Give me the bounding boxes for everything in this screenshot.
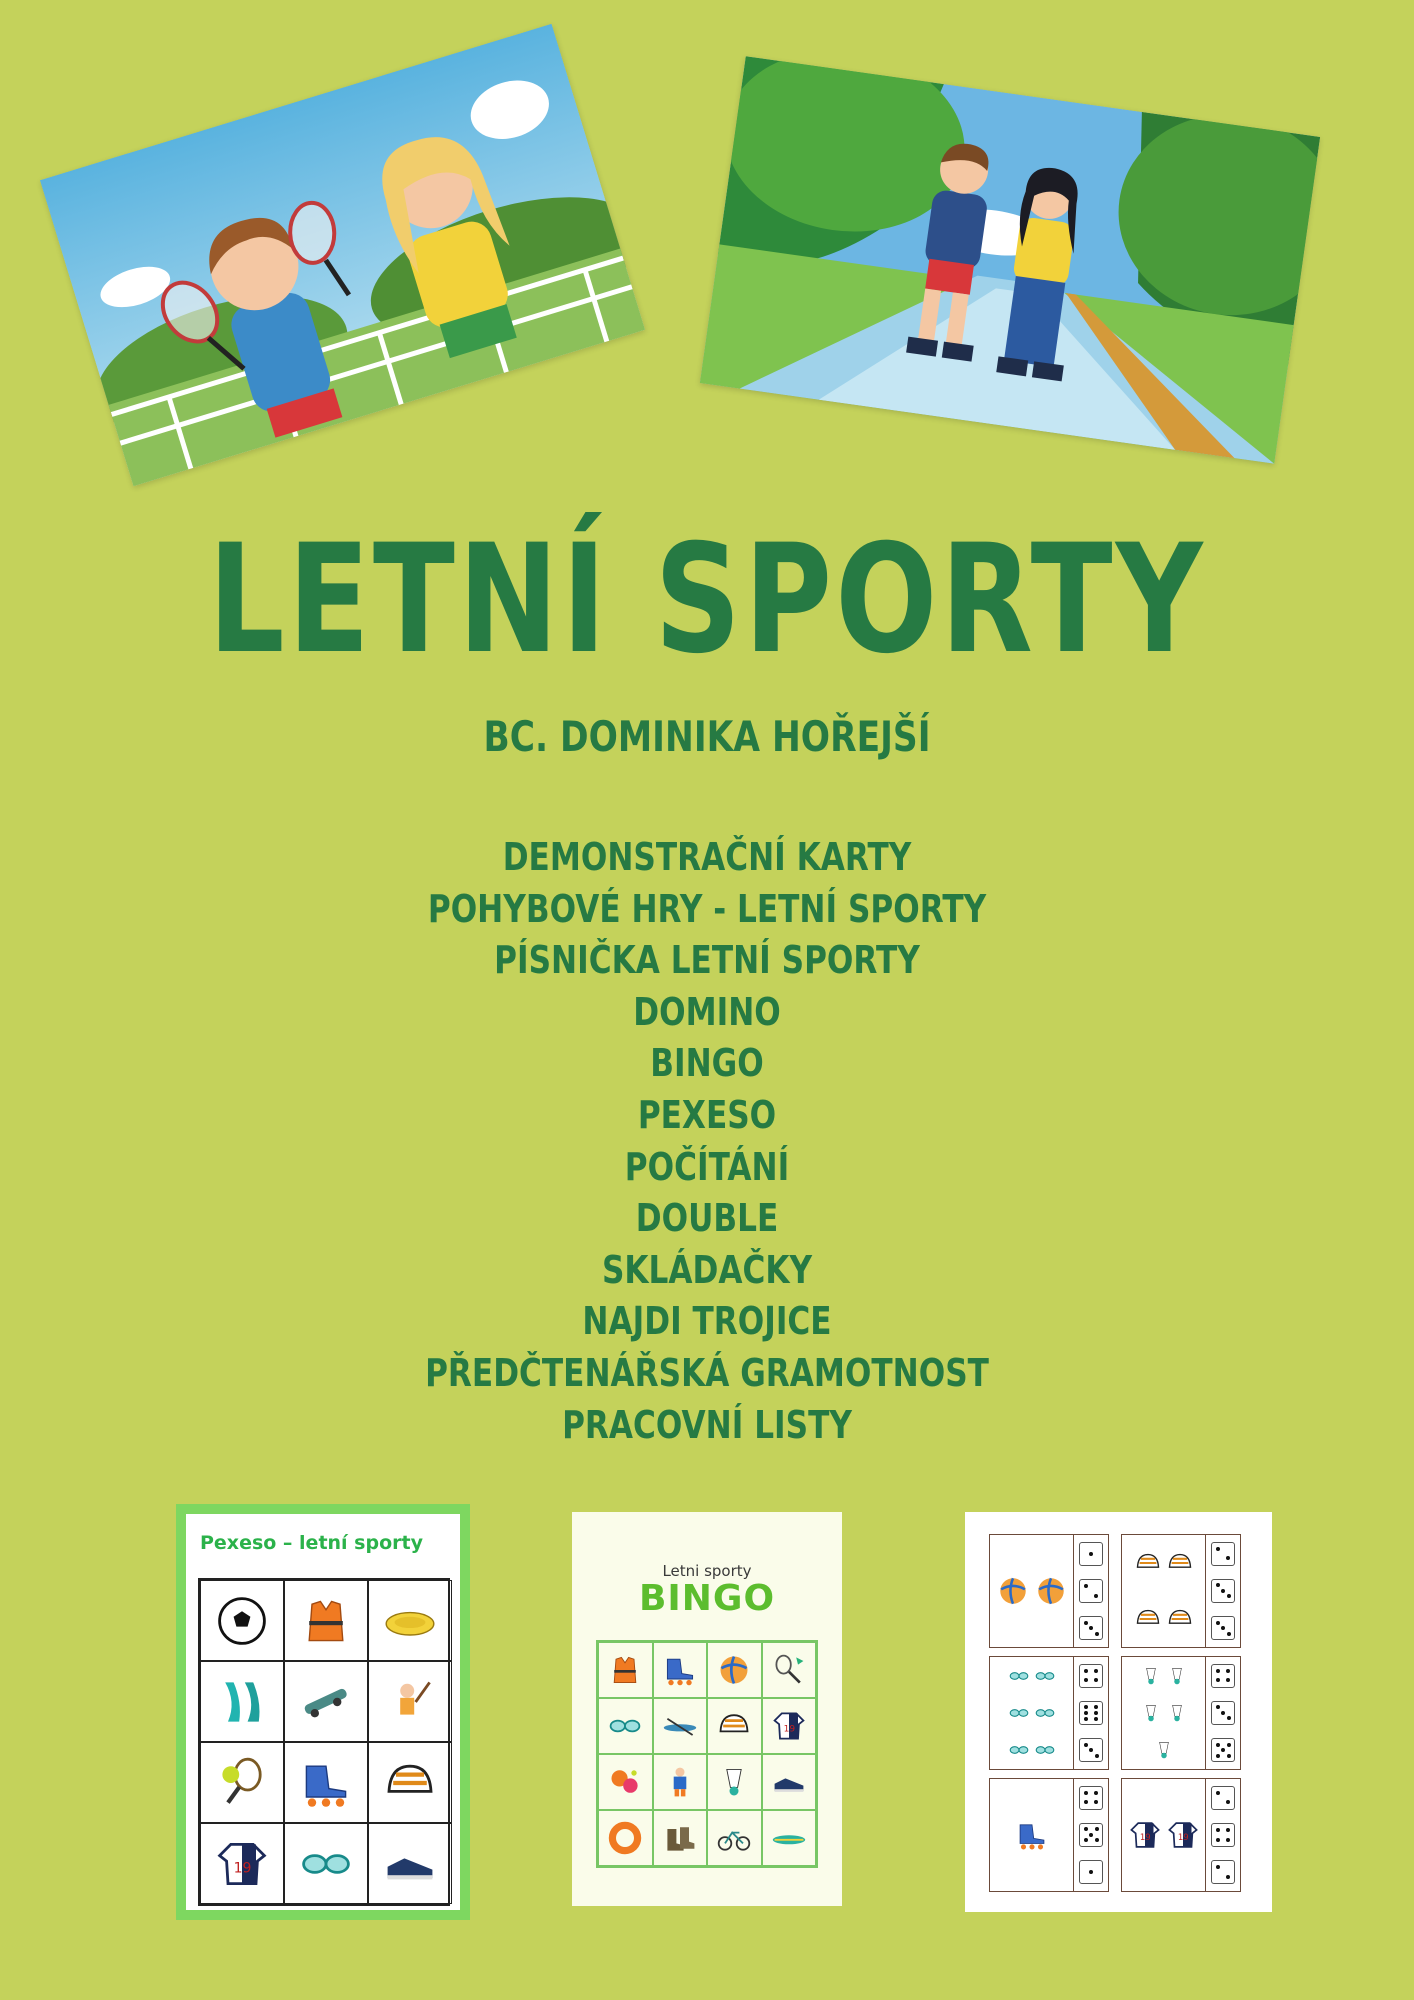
- jersey-icon: [1128, 1818, 1162, 1852]
- pexeso-grid: [198, 1578, 450, 1906]
- bingo-cell: [762, 1642, 817, 1698]
- swim-goggles-icon: [1034, 1702, 1056, 1724]
- bingo-cell: [707, 1642, 762, 1698]
- bicycle-icon: [716, 1820, 752, 1856]
- contents-item: NAJDI TROJICE: [582, 1299, 832, 1344]
- swim-goggles-icon: [1008, 1702, 1030, 1724]
- swim-ring-icon: [607, 1820, 643, 1856]
- pexeso-card: [368, 1580, 452, 1661]
- die-icon: [1211, 1542, 1235, 1566]
- contents-item: PŘEDČTENÁŘSKÁ GRAMOTNOST: [425, 1350, 989, 1395]
- bike-helmet-icon: [1166, 1605, 1194, 1633]
- contents-item: SKLÁDAČKY: [601, 1247, 813, 1292]
- contents-item: POHYBOVÉ HRY - LETNÍ SPORTY: [427, 886, 987, 931]
- bike-helmet-icon: [382, 1755, 438, 1811]
- surfboard-icon: [771, 1820, 807, 1856]
- svg-text:19: 19: [233, 1859, 252, 1876]
- die-icon: [1211, 1786, 1235, 1810]
- bingo-cell: [707, 1754, 762, 1810]
- die-icon: [1079, 1823, 1103, 1847]
- counting-preview: [965, 1512, 1272, 1912]
- counting-picture: [990, 1657, 1074, 1769]
- shuttlecock-icon: [1166, 1665, 1188, 1687]
- bingo-cell: [653, 1754, 708, 1810]
- die-icon: [1211, 1738, 1235, 1762]
- bingo-grid: [596, 1640, 818, 1868]
- contents-item: DEMONSTRAČNÍ KARTY: [502, 835, 912, 879]
- jersey-icon: [771, 1708, 807, 1744]
- pexeso-card: [284, 1823, 368, 1904]
- badminton-icon: [771, 1652, 807, 1688]
- swim-goggles-icon: [1008, 1739, 1030, 1761]
- die-icon: [1079, 1664, 1103, 1688]
- bike-helmet-icon: [1134, 1549, 1162, 1577]
- die-icon: [1211, 1616, 1235, 1640]
- jersey-icon: [214, 1836, 270, 1892]
- contents-item: BINGO: [650, 1041, 764, 1086]
- bingo-cell: [598, 1698, 653, 1754]
- svg-text:19: 19: [1139, 1833, 1151, 1844]
- shuttlecock-icon: [716, 1764, 752, 1800]
- bingo-cell: [707, 1810, 762, 1866]
- pexeso-card: [284, 1661, 368, 1742]
- shuttlecock-icon: [1166, 1702, 1188, 1724]
- bingo-cell: [762, 1810, 817, 1866]
- die-icon: [1079, 1786, 1103, 1810]
- life-vest-icon: [298, 1593, 354, 1649]
- pexeso-card: [200, 1742, 284, 1823]
- contents-item: DOUBLE: [635, 1196, 779, 1241]
- bingo-cell: [653, 1642, 708, 1698]
- swim-goggles-icon: [1008, 1665, 1030, 1687]
- inline-skating-illustration: [700, 56, 1320, 464]
- volleyball-icon: [1034, 1574, 1068, 1608]
- author-name: BC. DOMINIKA HOŘEJŠÍ: [483, 712, 931, 761]
- pexeso-card: [368, 1742, 452, 1823]
- pexeso-preview-title: Pexeso – letní sporty: [200, 1532, 423, 1554]
- counting-card: [989, 1778, 1109, 1892]
- bingo-cell: [598, 1754, 653, 1810]
- pexeso-preview: [176, 1504, 470, 1920]
- contents-list: [0, 832, 1414, 1451]
- pexeso-card: [200, 1823, 284, 1904]
- pexeso-card: [200, 1661, 284, 1742]
- contents-item: DOMINO: [633, 989, 781, 1034]
- inline-skates-icon: [662, 1652, 698, 1688]
- swim-fins-icon: [214, 1674, 270, 1730]
- pexeso-card: [368, 1823, 452, 1904]
- die-icon: [1079, 1542, 1103, 1566]
- bingo-cell: [653, 1698, 708, 1754]
- bingo-cell: [762, 1754, 817, 1810]
- contents-item: PÍSNIČKA LETNÍ SPORTY: [494, 938, 920, 983]
- player-icon: [662, 1764, 698, 1800]
- die-icon: [1079, 1616, 1103, 1640]
- skateboard-icon: [298, 1674, 354, 1730]
- bingo-cell: [762, 1698, 817, 1754]
- swim-goggles-icon: [607, 1708, 643, 1744]
- bingo-cell: [598, 1810, 653, 1866]
- shuttlecock-icon: [1153, 1739, 1175, 1761]
- page-title: LETNÍ SPORTY: [208, 513, 1206, 687]
- soccer-ball-icon: [214, 1593, 270, 1649]
- pexeso-card: [284, 1742, 368, 1823]
- die-icon: [1211, 1860, 1235, 1884]
- die-icon: [1079, 1860, 1103, 1884]
- bingo-cell: [707, 1698, 762, 1754]
- hiking-boots-icon: [662, 1820, 698, 1856]
- kayak-icon: [662, 1708, 698, 1744]
- counting-card: [1121, 1534, 1241, 1648]
- badminton-illustration: [40, 24, 645, 486]
- swim-goggles-icon: [1034, 1665, 1056, 1687]
- counting-card: [989, 1656, 1109, 1770]
- pexeso-card: [200, 1580, 284, 1661]
- die-icon: [1079, 1579, 1103, 1603]
- bingo-preview-title: BINGO: [638, 1578, 776, 1619]
- inline-skates-icon: [298, 1755, 354, 1811]
- die-icon: [1211, 1701, 1235, 1725]
- bingo-preview-subtitle: Letni sporty: [662, 1562, 752, 1580]
- die-icon: [1211, 1664, 1235, 1688]
- shuttlecock-icon: [1140, 1665, 1162, 1687]
- bingo-cell: [598, 1642, 653, 1698]
- counting-card: [989, 1534, 1109, 1648]
- swim-goggles-icon: [1034, 1739, 1056, 1761]
- jersey-icon: [1166, 1818, 1200, 1852]
- bike-helmet-icon: [1134, 1605, 1162, 1633]
- bingo-preview: [572, 1512, 842, 1906]
- inline-skates-icon: [1015, 1818, 1049, 1852]
- tennis-racket-icon: [214, 1755, 270, 1811]
- baseball-player-icon: [382, 1674, 438, 1730]
- counting-card: [1121, 1778, 1241, 1892]
- counting-picture: [1122, 1657, 1206, 1769]
- die-icon: [1079, 1701, 1103, 1725]
- counting-picture: [1122, 1779, 1206, 1891]
- pexeso-card: [284, 1580, 368, 1661]
- counting-card: [1121, 1656, 1241, 1770]
- contents-item: POČÍTÁNÍ: [624, 1144, 790, 1189]
- contents-item: PRACOVNÍ LISTY: [562, 1402, 852, 1447]
- table-tennis-icon: [607, 1764, 643, 1800]
- life-vest-icon: [607, 1652, 643, 1688]
- svg-text:19: 19: [783, 1724, 795, 1735]
- bingo-cell: [653, 1810, 708, 1866]
- contents-item: PEXESO: [637, 1092, 777, 1137]
- die-icon: [1211, 1823, 1235, 1847]
- pexeso-card: [368, 1661, 452, 1742]
- svg-text:19: 19: [1177, 1833, 1189, 1844]
- counting-picture: [1122, 1535, 1206, 1647]
- counting-picture: [990, 1779, 1074, 1891]
- shuttlecock-icon: [1140, 1702, 1162, 1724]
- counting-picture: [990, 1535, 1074, 1647]
- bike-helmet-icon: [1166, 1549, 1194, 1577]
- sneakers-icon: [382, 1836, 438, 1892]
- die-icon: [1211, 1579, 1235, 1603]
- volleyball-icon: [996, 1574, 1030, 1608]
- sneakers-icon: [771, 1764, 807, 1800]
- die-icon: [1079, 1738, 1103, 1762]
- inflatable-boat-icon: [382, 1593, 438, 1649]
- bike-helmet-icon: [716, 1708, 752, 1744]
- swim-goggles-icon: [298, 1836, 354, 1892]
- volleyball-icon: [716, 1652, 752, 1688]
